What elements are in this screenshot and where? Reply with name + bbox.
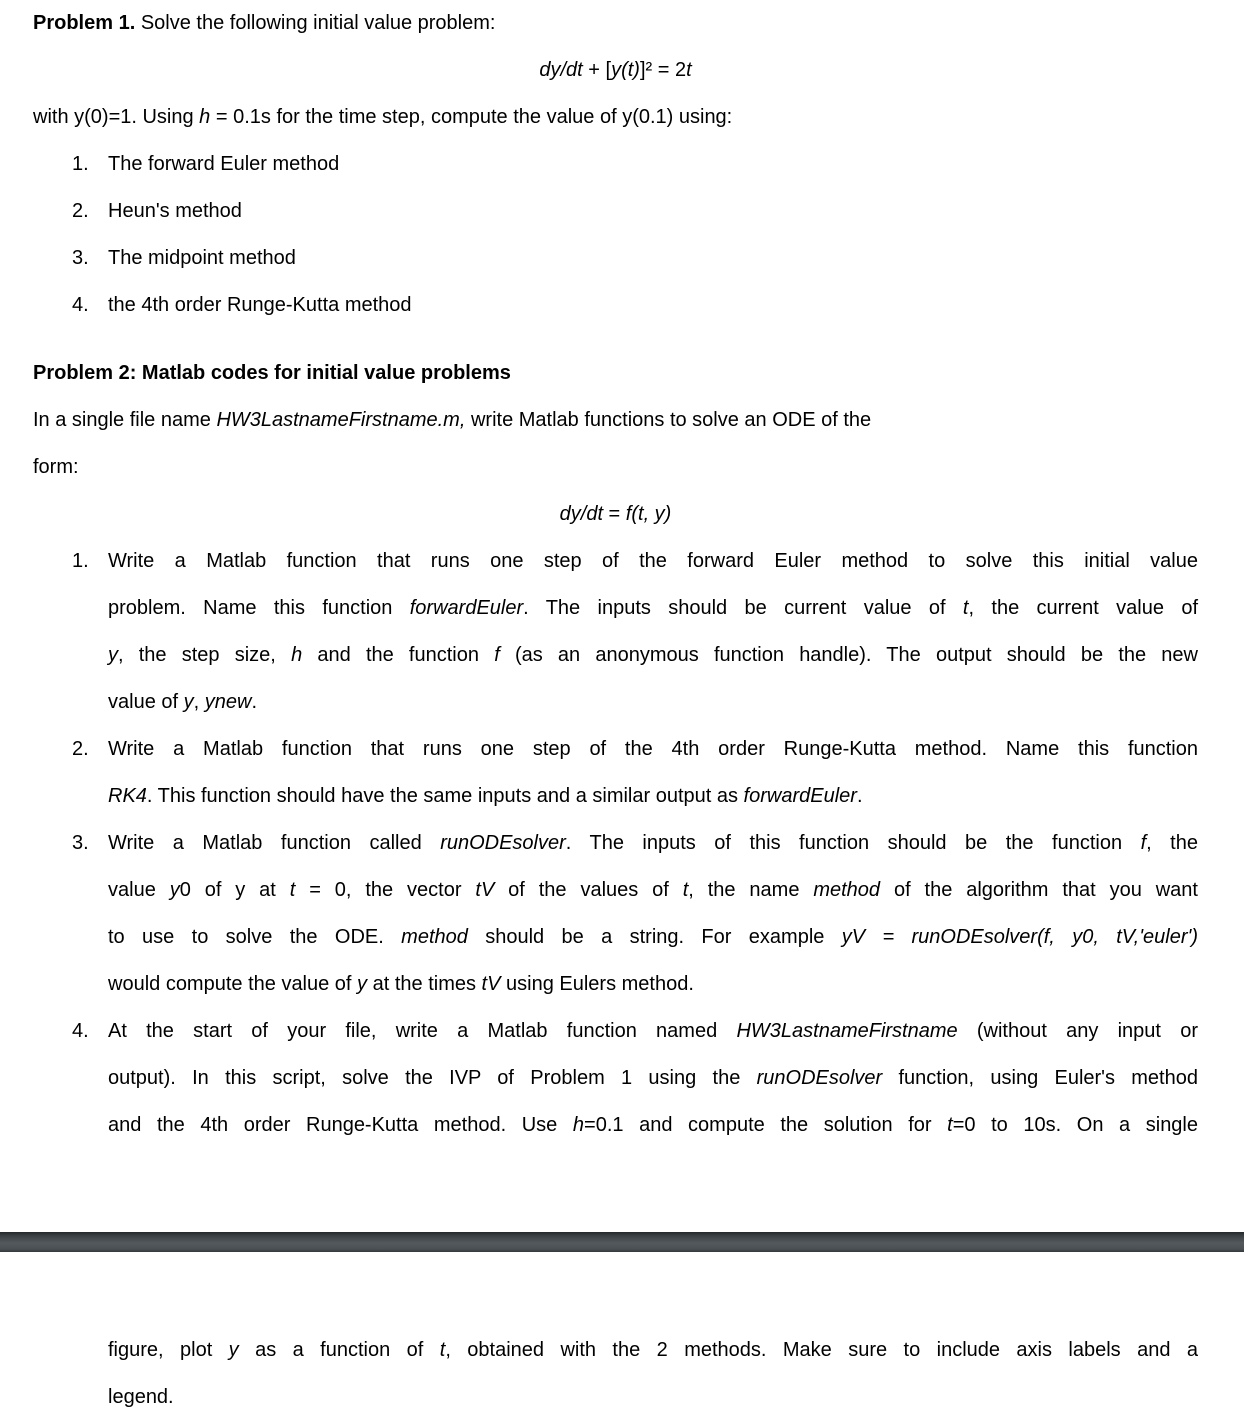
p2-list-item-3 [33, 820, 1198, 1008]
p1-item4-text: the 4th order Runge-Kutta method [108, 294, 412, 316]
list-number: 1. [72, 153, 89, 175]
problem1-heading: Problem 1. Solve the following initial value problem: [33, 12, 496, 34]
p2-item4-line3: and the 4th order Runge-Kutta method. Use h=0.1 and compute the solution for t=0 to 10s. On a single [108, 1114, 1199, 1136]
p2-item2-line1: Write a Matlab function that runs one step of the 4th order Runge-Kutta method. Name this function [108, 738, 1198, 760]
list-number: 2. [72, 200, 89, 222]
p2-item3-line2: value y0 of y at t = 0, the vector tV of the values of t, the name method of the algorithm that you want [108, 879, 1198, 901]
p2-item1-line2: problem. Name this function forwardEuler. The inputs should be current value of t, the current value of [108, 597, 1198, 619]
p1-item1-text: The forward Euler method [108, 153, 340, 175]
list-number: 4. [72, 294, 89, 316]
list-number: 2. [72, 738, 89, 760]
p1-item3-text: The midpoint method [108, 247, 296, 269]
problem2-intro-line2: form: [33, 456, 79, 478]
problem2-intro-line1: In a single file name HW3LastnameFirstname.m, write Matlab functions to solve an ODE of the [33, 409, 872, 431]
p2-item4-line1: At the start of your file, write a Matlab function named HW3LastnameFirstname (without any input or [108, 1020, 1198, 1042]
p2-item4-cont-line2: legend. [108, 1386, 174, 1408]
page-break-bar [0, 1232, 1244, 1252]
list-number: 3. [72, 832, 89, 854]
p2-item2-line2: RK4. This function should have the same inputs and a similar output as forwardEuler. [108, 785, 863, 807]
p2-item3-line4: would compute the value of y at the times tV using Eulers method. [108, 973, 694, 995]
p1-list-item-3 [33, 235, 1198, 282]
list-number: 1. [72, 550, 89, 572]
list-number: 4. [72, 1020, 89, 1042]
list-number: 3. [72, 247, 89, 269]
p1-item2-text: Heun's method [108, 200, 242, 222]
p1-list-item-1 [33, 141, 1198, 188]
p2-item4-cont-line1: figure, plot y as a function of t, obtained with the 2 methods. Make sure to include axis labels and a [108, 1339, 1198, 1361]
p2-item3-line3: to use to solve the ODE. method should be a string. For example yV = runODEsolver(f, y0, tV,'euler') [108, 926, 1198, 948]
p2-item4-continuation [108, 1327, 1198, 1420]
p2-item1-line4: value of y, ynew. [108, 691, 257, 713]
problem2-heading: Problem 2: Matlab codes for initial value problems [33, 362, 511, 384]
p2-item3-line1: Write a Matlab function called runODEsolver. The inputs of this function should be the function f, the [108, 832, 1198, 854]
p1-list-item-4 [33, 282, 1198, 329]
problem1-intro: with y(0)=1. Using h = 0.1s for the time step, compute the value of y(0.1) using: [33, 106, 733, 128]
p2-item4-line2: output). In this script, solve the IVP of Problem 1 using the runODEsolver function, using Euler's method [108, 1067, 1198, 1089]
p1-list-item-2 [33, 188, 1198, 235]
p2-item1-line3: y, the step size, h and the function f (as an anonymous function handle). The output should be the new [108, 644, 1198, 666]
p2-list-item-2 [33, 726, 1198, 820]
p2-list-item-1 [33, 538, 1198, 726]
p2-list-item-4 [33, 1008, 1198, 1149]
problem2-equation: dy/dt = f(t, y) [559, 503, 672, 525]
p2-item1-line1: Write a Matlab function that runs one step of the forward Euler method to solve this initial value [108, 550, 1198, 572]
problem1-equation: dy/dt + [y(t)]² = 2t [539, 59, 692, 81]
